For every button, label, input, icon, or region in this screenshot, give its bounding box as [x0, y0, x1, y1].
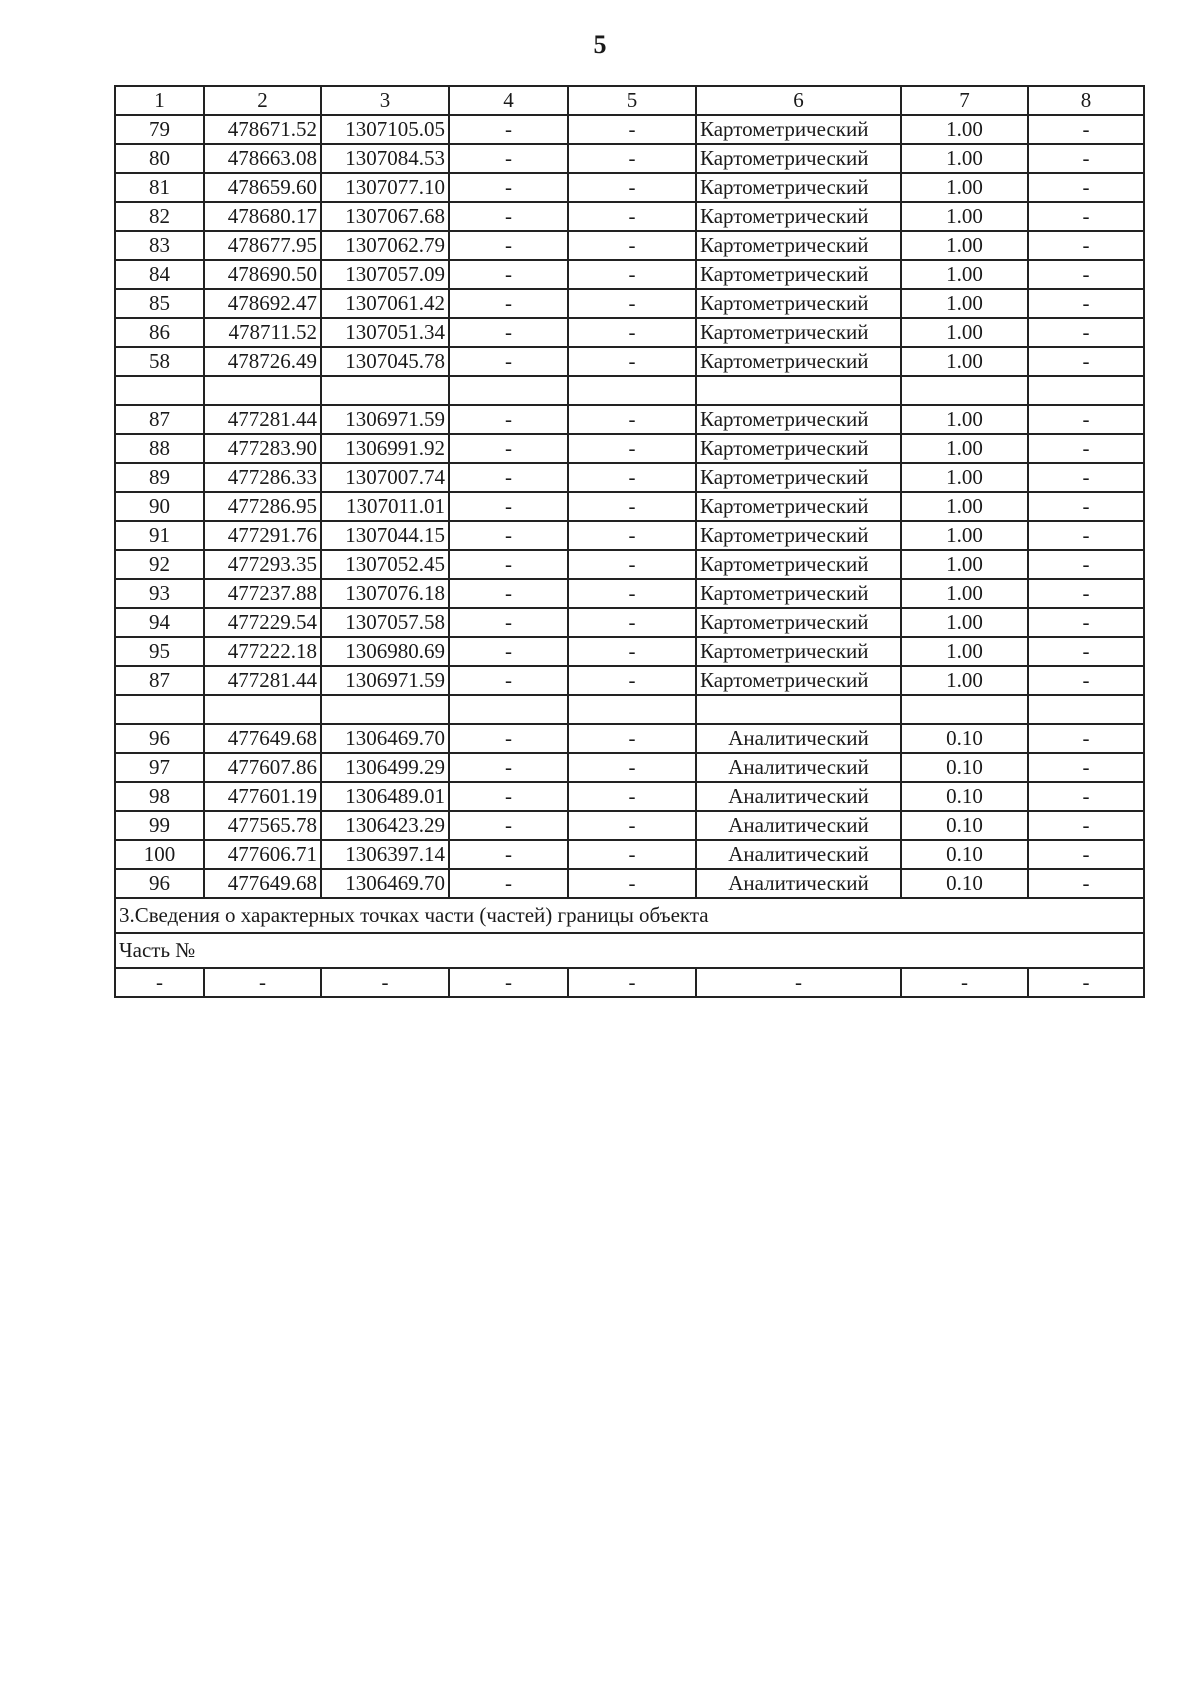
coord-x: 478671.52 [204, 115, 321, 144]
col-4: - [449, 782, 568, 811]
column-header: 3 [321, 86, 449, 115]
col-8: - [1028, 289, 1144, 318]
col-5: - [568, 260, 696, 289]
coord-y: 1306980.69 [321, 637, 449, 666]
coord-y: 1307052.45 [321, 550, 449, 579]
coord-x: 478692.47 [204, 289, 321, 318]
col-8: - [1028, 463, 1144, 492]
accuracy: 1.00 [901, 637, 1028, 666]
coord-x: 477607.86 [204, 753, 321, 782]
method: Аналитический [696, 753, 901, 782]
column-header: 6 [696, 86, 901, 115]
point-number: 86 [115, 318, 204, 347]
coord-y: 1306423.29 [321, 811, 449, 840]
part-cell: - [1028, 968, 1144, 997]
col-8: - [1028, 550, 1144, 579]
part-data-row [115, 968, 1144, 997]
col-8: - [1028, 405, 1144, 434]
coord-x: 478663.08 [204, 144, 321, 173]
empty-cell [1028, 695, 1144, 724]
col-8: - [1028, 492, 1144, 521]
method: Картометрический [696, 405, 901, 434]
coord-y: 1307007.74 [321, 463, 449, 492]
point-number: 82 [115, 202, 204, 231]
col-5: - [568, 463, 696, 492]
empty-cell [115, 695, 204, 724]
table-row [115, 521, 1144, 550]
col-8: - [1028, 637, 1144, 666]
method: Картометрический [696, 579, 901, 608]
empty-cell [449, 695, 568, 724]
col-5: - [568, 115, 696, 144]
part-cell: - [696, 968, 901, 997]
accuracy: 1.00 [901, 405, 1028, 434]
point-number: 95 [115, 637, 204, 666]
table-body [115, 86, 1144, 997]
empty-cell [449, 376, 568, 405]
table-row [115, 115, 1144, 144]
coord-y: 1306489.01 [321, 782, 449, 811]
method: Картометрический [696, 637, 901, 666]
method: Аналитический [696, 811, 901, 840]
col-8: - [1028, 202, 1144, 231]
col-8: - [1028, 840, 1144, 869]
accuracy: 0.10 [901, 811, 1028, 840]
coord-x: 478677.95 [204, 231, 321, 260]
table-row [115, 231, 1144, 260]
table-row [115, 811, 1144, 840]
coord-x: 477293.35 [204, 550, 321, 579]
col-4: - [449, 753, 568, 782]
part-cell: - [321, 968, 449, 997]
coord-x: 477286.95 [204, 492, 321, 521]
coord-y: 1306991.92 [321, 434, 449, 463]
col-5: - [568, 492, 696, 521]
point-number: 90 [115, 492, 204, 521]
accuracy: 1.00 [901, 115, 1028, 144]
accuracy: 1.00 [901, 550, 1028, 579]
method: Картометрический [696, 347, 901, 376]
empty-cell [321, 376, 449, 405]
part-cell: - [901, 968, 1028, 997]
col-5: - [568, 318, 696, 347]
page-number: 5 [593, 30, 607, 59]
point-number: 84 [115, 260, 204, 289]
table-row [115, 434, 1144, 463]
col-5: - [568, 405, 696, 434]
point-number: 98 [115, 782, 204, 811]
col-4: - [449, 608, 568, 637]
table-row [115, 289, 1144, 318]
method: Аналитический [696, 840, 901, 869]
col-4: - [449, 492, 568, 521]
method: Картометрический [696, 144, 901, 173]
table-row [115, 202, 1144, 231]
point-number: 88 [115, 434, 204, 463]
coord-x: 478726.49 [204, 347, 321, 376]
method: Картометрический [696, 434, 901, 463]
accuracy: 0.10 [901, 753, 1028, 782]
col-4: - [449, 347, 568, 376]
accuracy: 0.10 [901, 782, 1028, 811]
col-8: - [1028, 434, 1144, 463]
column-header: 8 [1028, 86, 1144, 115]
column-number-row [115, 86, 1144, 115]
col-4: - [449, 434, 568, 463]
accuracy: 1.00 [901, 289, 1028, 318]
part-label: Часть № [115, 933, 1144, 968]
column-header: 2 [204, 86, 321, 115]
point-number: 80 [115, 144, 204, 173]
point-number: 91 [115, 521, 204, 550]
coord-y: 1307061.42 [321, 289, 449, 318]
col-5: - [568, 608, 696, 637]
method: Аналитический [696, 782, 901, 811]
col-8: - [1028, 260, 1144, 289]
method: Картометрический [696, 608, 901, 637]
point-number: 83 [115, 231, 204, 260]
point-number: 96 [115, 869, 204, 898]
col-5: - [568, 550, 696, 579]
coord-x: 478690.50 [204, 260, 321, 289]
col-4: - [449, 521, 568, 550]
col-8: - [1028, 782, 1144, 811]
accuracy: 1.00 [901, 231, 1028, 260]
part-label-row [115, 933, 1144, 968]
coord-x: 477601.19 [204, 782, 321, 811]
col-8: - [1028, 724, 1144, 753]
coord-x: 477229.54 [204, 608, 321, 637]
coord-y: 1307045.78 [321, 347, 449, 376]
table-row [115, 347, 1144, 376]
accuracy: 1.00 [901, 202, 1028, 231]
coord-y: 1306971.59 [321, 405, 449, 434]
point-number: 94 [115, 608, 204, 637]
col-4: - [449, 579, 568, 608]
table-row [115, 724, 1144, 753]
col-4: - [449, 144, 568, 173]
col-8: - [1028, 521, 1144, 550]
col-8: - [1028, 115, 1144, 144]
col-5: - [568, 724, 696, 753]
col-8: - [1028, 753, 1144, 782]
accuracy: 1.00 [901, 260, 1028, 289]
coord-y: 1307077.10 [321, 173, 449, 202]
table-row [115, 405, 1144, 434]
coord-x: 477237.88 [204, 579, 321, 608]
col-4: - [449, 724, 568, 753]
col-4: - [449, 811, 568, 840]
point-number: 93 [115, 579, 204, 608]
method: Картометрический [696, 260, 901, 289]
column-header: 7 [901, 86, 1028, 115]
coord-y: 1306499.29 [321, 753, 449, 782]
col-8: - [1028, 318, 1144, 347]
table-row [115, 637, 1144, 666]
table-row [115, 550, 1144, 579]
coord-y: 1307011.01 [321, 492, 449, 521]
accuracy: 1.00 [901, 318, 1028, 347]
accuracy: 1.00 [901, 521, 1028, 550]
accuracy: 0.10 [901, 840, 1028, 869]
table-row [115, 492, 1144, 521]
col-5: - [568, 144, 696, 173]
method: Картометрический [696, 115, 901, 144]
coord-x: 478659.60 [204, 173, 321, 202]
point-number: 100 [115, 840, 204, 869]
coord-y: 1307051.34 [321, 318, 449, 347]
method: Картометрический [696, 492, 901, 521]
col-4: - [449, 637, 568, 666]
coord-x: 478680.17 [204, 202, 321, 231]
col-4: - [449, 289, 568, 318]
point-number: 97 [115, 753, 204, 782]
table-row [115, 753, 1144, 782]
separator-row [115, 695, 1144, 724]
col-5: - [568, 173, 696, 202]
col-5: - [568, 782, 696, 811]
part-cell: - [115, 968, 204, 997]
method: Картометрический [696, 666, 901, 695]
coord-x: 477649.68 [204, 869, 321, 898]
coord-y: 1307057.58 [321, 608, 449, 637]
col-4: - [449, 260, 568, 289]
method: Картометрический [696, 521, 901, 550]
col-8: - [1028, 144, 1144, 173]
col-5: - [568, 289, 696, 318]
empty-cell [115, 376, 204, 405]
method: Картометрический [696, 289, 901, 318]
coord-x: 478711.52 [204, 318, 321, 347]
coord-y: 1306397.14 [321, 840, 449, 869]
accuracy: 1.00 [901, 347, 1028, 376]
empty-cell [901, 695, 1028, 724]
point-number: 87 [115, 666, 204, 695]
point-number: 81 [115, 173, 204, 202]
coord-y: 1306469.70 [321, 869, 449, 898]
coord-x: 477283.90 [204, 434, 321, 463]
col-5: - [568, 753, 696, 782]
point-number: 58 [115, 347, 204, 376]
method: Картометрический [696, 231, 901, 260]
accuracy: 1.00 [901, 144, 1028, 173]
col-8: - [1028, 173, 1144, 202]
accuracy: 1.00 [901, 434, 1028, 463]
table-row [115, 463, 1144, 492]
accuracy: 1.00 [901, 492, 1028, 521]
col-5: - [568, 869, 696, 898]
col-4: - [449, 840, 568, 869]
col-5: - [568, 521, 696, 550]
coord-y: 1306469.70 [321, 724, 449, 753]
method: Картометрический [696, 202, 901, 231]
col-4: - [449, 666, 568, 695]
point-number: 79 [115, 115, 204, 144]
coord-x: 477286.33 [204, 463, 321, 492]
col-5: - [568, 231, 696, 260]
accuracy: 1.00 [901, 173, 1028, 202]
col-5: - [568, 579, 696, 608]
table-row [115, 666, 1144, 695]
table-row [115, 869, 1144, 898]
coord-y: 1307076.18 [321, 579, 449, 608]
col-8: - [1028, 231, 1144, 260]
accuracy: 1.00 [901, 579, 1028, 608]
empty-cell [1028, 376, 1144, 405]
coord-y: 1307084.53 [321, 144, 449, 173]
table-row [115, 318, 1144, 347]
empty-cell [568, 695, 696, 724]
col-5: - [568, 434, 696, 463]
empty-cell [568, 376, 696, 405]
coord-x: 477281.44 [204, 666, 321, 695]
column-header: 1 [115, 86, 204, 115]
separator-row [115, 376, 1144, 405]
accuracy: 1.00 [901, 463, 1028, 492]
col-4: - [449, 231, 568, 260]
col-8: - [1028, 579, 1144, 608]
col-5: - [568, 637, 696, 666]
empty-cell [204, 695, 321, 724]
method: Картометрический [696, 173, 901, 202]
accuracy: 0.10 [901, 869, 1028, 898]
col-8: - [1028, 811, 1144, 840]
table-row [115, 260, 1144, 289]
method: Картометрический [696, 463, 901, 492]
coord-x: 477649.68 [204, 724, 321, 753]
empty-cell [321, 695, 449, 724]
table-row [115, 144, 1144, 173]
col-4: - [449, 115, 568, 144]
col-8: - [1028, 608, 1144, 637]
coord-x: 477291.76 [204, 521, 321, 550]
method: Аналитический [696, 724, 901, 753]
col-4: - [449, 318, 568, 347]
col-8: - [1028, 347, 1144, 376]
part-cell: - [568, 968, 696, 997]
coord-y: 1307044.15 [321, 521, 449, 550]
method: Аналитический [696, 869, 901, 898]
col-4: - [449, 463, 568, 492]
coord-x: 477222.18 [204, 637, 321, 666]
point-number: 87 [115, 405, 204, 434]
col-5: - [568, 811, 696, 840]
empty-cell [696, 376, 901, 405]
coord-x: 477281.44 [204, 405, 321, 434]
point-number: 96 [115, 724, 204, 753]
point-number: 85 [115, 289, 204, 318]
table-row [115, 840, 1144, 869]
accuracy: 1.00 [901, 608, 1028, 637]
col-5: - [568, 666, 696, 695]
col-8: - [1028, 869, 1144, 898]
coord-x: 477565.78 [204, 811, 321, 840]
coord-y: 1307062.79 [321, 231, 449, 260]
col-5: - [568, 202, 696, 231]
col-4: - [449, 173, 568, 202]
empty-cell [696, 695, 901, 724]
table-row [115, 579, 1144, 608]
method: Картометрический [696, 318, 901, 347]
point-number: 89 [115, 463, 204, 492]
table-row [115, 782, 1144, 811]
column-header: 5 [568, 86, 696, 115]
accuracy: 1.00 [901, 666, 1028, 695]
coord-y: 1306971.59 [321, 666, 449, 695]
col-8: - [1028, 666, 1144, 695]
coord-y: 1307057.09 [321, 260, 449, 289]
method: Картометрический [696, 550, 901, 579]
col-5: - [568, 840, 696, 869]
point-number: 99 [115, 811, 204, 840]
empty-cell [204, 376, 321, 405]
part-cell: - [204, 968, 321, 997]
col-4: - [449, 550, 568, 579]
col-4: - [449, 202, 568, 231]
coord-y: 1307105.05 [321, 115, 449, 144]
section-title: 3.Сведения о характерных точках части (частей) границы объекта [115, 898, 1144, 933]
coordinates-table [114, 85, 1145, 998]
col-4: - [449, 405, 568, 434]
coord-y: 1307067.68 [321, 202, 449, 231]
empty-cell [901, 376, 1028, 405]
table-row [115, 608, 1144, 637]
point-number: 92 [115, 550, 204, 579]
col-4: - [449, 869, 568, 898]
accuracy: 0.10 [901, 724, 1028, 753]
part-cell: - [449, 968, 568, 997]
table-row [115, 173, 1144, 202]
col-5: - [568, 347, 696, 376]
coord-x: 477606.71 [204, 840, 321, 869]
section-title-row [115, 898, 1144, 933]
column-header: 4 [449, 86, 568, 115]
